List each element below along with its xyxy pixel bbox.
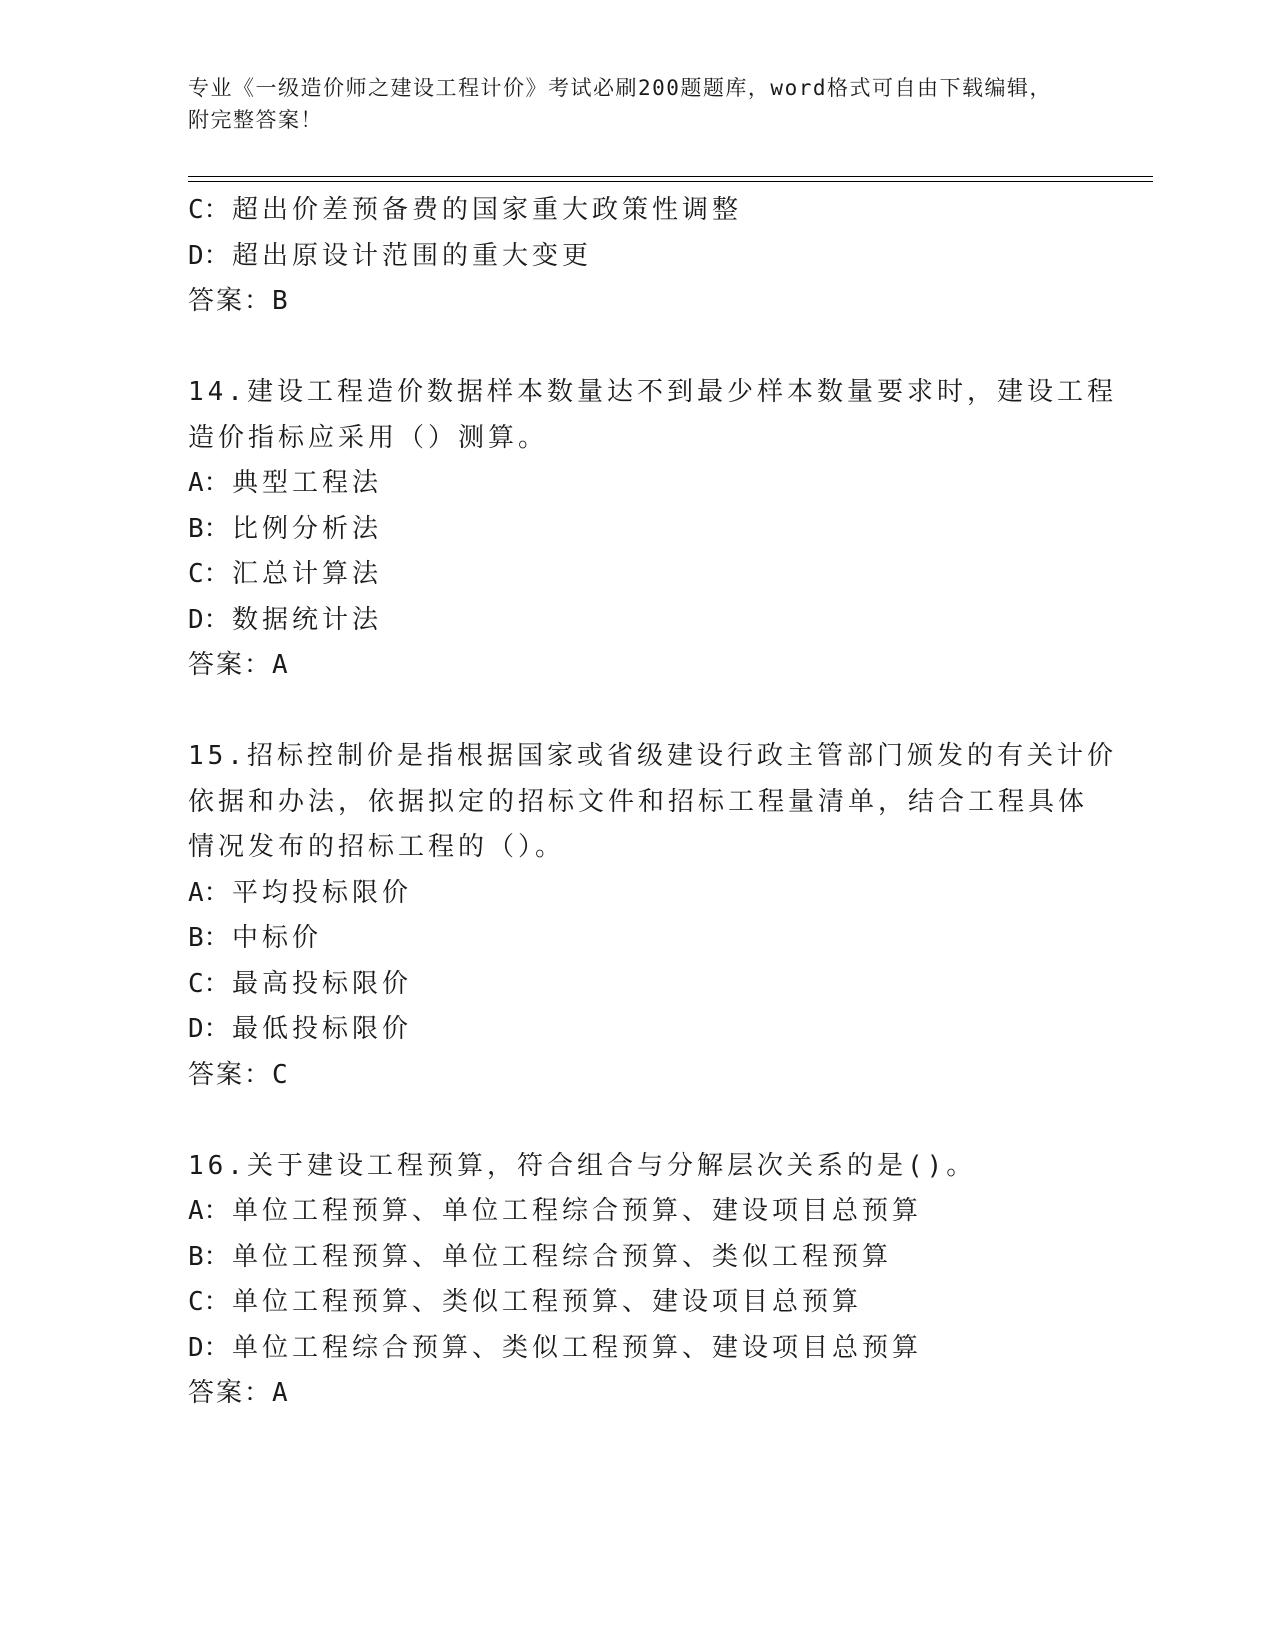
- option-text: 单位工程预算、单位工程综合预算、建设项目总预算: [232, 1196, 923, 1226]
- option-letter: D：: [188, 604, 230, 635]
- option-d: [188, 1007, 1088, 1053]
- option-b: [188, 1235, 1088, 1281]
- option-text: 超出原设计范围的重大变更: [232, 240, 593, 271]
- option-text: 比例分析法: [232, 513, 383, 544]
- question-15: [188, 734, 1117, 1098]
- question-stem-line: 16.关于建设工程预算，符合组合与分解层次关系的是()。: [188, 1150, 977, 1181]
- question-stem-line: 情况发布的招标工程的（）。: [188, 832, 566, 862]
- option-letter: D：: [188, 240, 230, 271]
- option-d: [188, 234, 1088, 280]
- question-stem-line: 造价指标应采用（）测算。: [188, 422, 549, 453]
- option-text: 单位工程预算、类似工程预算、建设项目总预算: [232, 1287, 863, 1317]
- option-b: [188, 507, 1088, 553]
- option-text: 汇总计算法: [232, 559, 383, 589]
- option-text: 单位工程预算、单位工程综合预算、类似工程预算: [232, 1241, 893, 1272]
- option-letter: C：: [188, 195, 230, 225]
- option-a: [188, 461, 1088, 507]
- option-text: 中标价: [232, 923, 323, 953]
- question-stem-line: 14.建设工程造价数据样本数量达不到最少样本数量要求时，建设工程: [188, 377, 1117, 407]
- option-c: [188, 552, 1088, 598]
- spacer: [188, 1098, 1088, 1144]
- option-text: 典型工程法: [232, 468, 383, 498]
- header-divider-top: [188, 176, 1153, 177]
- question-stem-line: 依据和办法，依据拟定的招标文件和招标工程量清单，结合工程具体: [188, 786, 1089, 817]
- option-letter: B：: [188, 1241, 230, 1272]
- question-stem-line: 15.招标控制价是指根据国家或省级建设行政主管部门颁发的有关计价: [188, 741, 1117, 771]
- option-letter: C：: [188, 559, 230, 589]
- option-text: 平均投标限价: [232, 877, 413, 908]
- question-content: [188, 188, 1117, 1417]
- option-text: 单位工程综合预算、类似工程预算、建设项目总预算: [232, 1332, 923, 1363]
- option-text: 超出价差预备费的国家重大政策性调整: [232, 195, 743, 225]
- option-text: 最高投标限价: [232, 968, 413, 999]
- answer-line: 答案：A: [188, 1378, 290, 1408]
- option-letter: C：: [188, 968, 230, 999]
- spacer: [188, 325, 1088, 371]
- option-a: [188, 871, 1088, 917]
- option-letter: A：: [188, 468, 230, 498]
- answer-line: 答案：C: [188, 1059, 290, 1090]
- option-d: [188, 1326, 1088, 1372]
- option-a: [188, 1189, 1088, 1235]
- option-text: 最低投标限价: [232, 1014, 413, 1044]
- option-letter: A：: [188, 1196, 230, 1226]
- option-c: [188, 962, 1088, 1008]
- option-text: 数据统计法: [232, 604, 383, 635]
- option-letter: A：: [188, 877, 230, 908]
- option-letter: D：: [188, 1332, 230, 1363]
- prev-question: [188, 188, 1088, 325]
- question-14: [188, 370, 1117, 689]
- question-16: [188, 1144, 1088, 1417]
- document-header: 专业《一级造价师之建设工程计价》考试必刷200题题库，word格式可自由下载编辑，附完整答案！: [188, 76, 1052, 132]
- option-c: [188, 1280, 1088, 1326]
- spacer: [188, 689, 1088, 735]
- option-d: [188, 598, 1088, 644]
- header-divider-bottom: [188, 181, 1153, 182]
- option-letter: B：: [188, 513, 230, 544]
- answer-line: 答案：B: [188, 286, 290, 316]
- option-letter: C：: [188, 1287, 230, 1317]
- option-b: [188, 916, 1088, 962]
- option-letter: B：: [188, 923, 230, 953]
- answer-line: 答案：A: [188, 650, 290, 680]
- option-letter: D：: [188, 1014, 230, 1044]
- option-c: [188, 188, 1088, 234]
